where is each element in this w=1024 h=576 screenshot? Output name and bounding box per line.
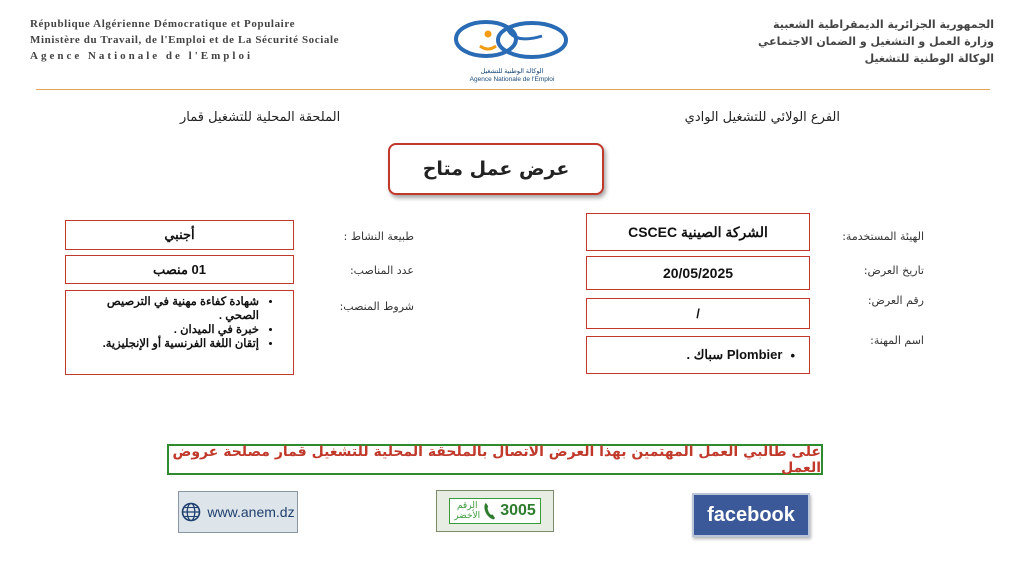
logo-caption-ar: الوكالة الوطنية للتشغيل [480, 68, 544, 75]
header-ar-line-1: الجمهورية الجزائرية الديمقراطية الشعبية [773, 18, 994, 31]
website-button[interactable] [178, 491, 298, 533]
condition-item: • شهادة كفاءة مهنية في الترصيص الصحي . [72, 295, 259, 323]
phone-icon [483, 501, 497, 521]
activity-value: أجنبي [65, 220, 294, 250]
globe-icon [181, 502, 201, 522]
header-arabic [584, 16, 994, 67]
header-french [30, 16, 430, 64]
green-number-ar-2: الأخضر [454, 511, 481, 521]
conditions-label: شروط المنصب: [339, 300, 414, 313]
activity-label: طبيعة النشاط : [343, 230, 414, 243]
job-label: اسم المهنة: [870, 334, 924, 347]
date-label: تاريخ العرض: [863, 264, 924, 277]
header-divider [36, 89, 990, 90]
green-number-badge [449, 498, 541, 524]
page-title: عرض عمل متاح [388, 143, 604, 195]
branch-wilaya: الفرع الولائي للتشغيل الوادي [684, 110, 840, 125]
offer-number-label: رقم العرض: [867, 294, 924, 307]
job-value-box [586, 336, 810, 374]
positions-value: 01 منصب [65, 255, 294, 284]
anem-logo-icon [450, 14, 574, 64]
date-value: 20/05/2025 [586, 256, 810, 290]
green-number-button[interactable] [436, 490, 554, 532]
website-label: www.anem.dz [207, 504, 295, 520]
header-fr-line-1: République Algérienne Démocratique et Populaire [30, 18, 296, 30]
green-number-caption [454, 501, 480, 521]
header-fr-line-3: Agence Nationale de l'Emploi [30, 50, 254, 62]
job-value: Plombier سباك . [686, 347, 783, 362]
anem-logo [447, 14, 577, 84]
positions-label: عدد المناصب: [349, 264, 414, 277]
job-bullet: • [790, 347, 795, 363]
condition-item: • إتقان اللغة الفرنسية أو الإنجليزية. [72, 337, 259, 351]
green-number-ar-1: الرقم [456, 501, 478, 511]
header-fr-line-2: Ministère du Travail, de l'Emploi et de La Sécurité Sociale [30, 34, 340, 46]
conditions-list [65, 290, 294, 375]
facebook-button[interactable]: facebook [692, 493, 810, 537]
logo-caption-fr: Agence Nationale de l'Emploi [469, 76, 555, 83]
green-number-value: 3005 [500, 502, 536, 519]
condition-item: • خبرة في الميدان . [72, 323, 259, 337]
employer-value: الشركة الصينية CSCEC [586, 213, 810, 251]
header-ar-line-3: الوكالة الوطنية للتشغيل [864, 52, 994, 65]
offer-number-value: / [586, 298, 810, 329]
contact-banner: على طالبي العمل المهتمين بهذا العرض الاتصال بالملحقة المحلية للتشغيل قمار مصلحة عروض العمل [167, 444, 823, 475]
header-ar-line-2: وزارة العمل و التشغيل و الضمان الاجتماعي [758, 35, 994, 48]
employer-label: الهيئة المستخدمة: [842, 230, 924, 243]
branch-local: الملحقة المحلية للتشغيل قمار [180, 110, 341, 125]
